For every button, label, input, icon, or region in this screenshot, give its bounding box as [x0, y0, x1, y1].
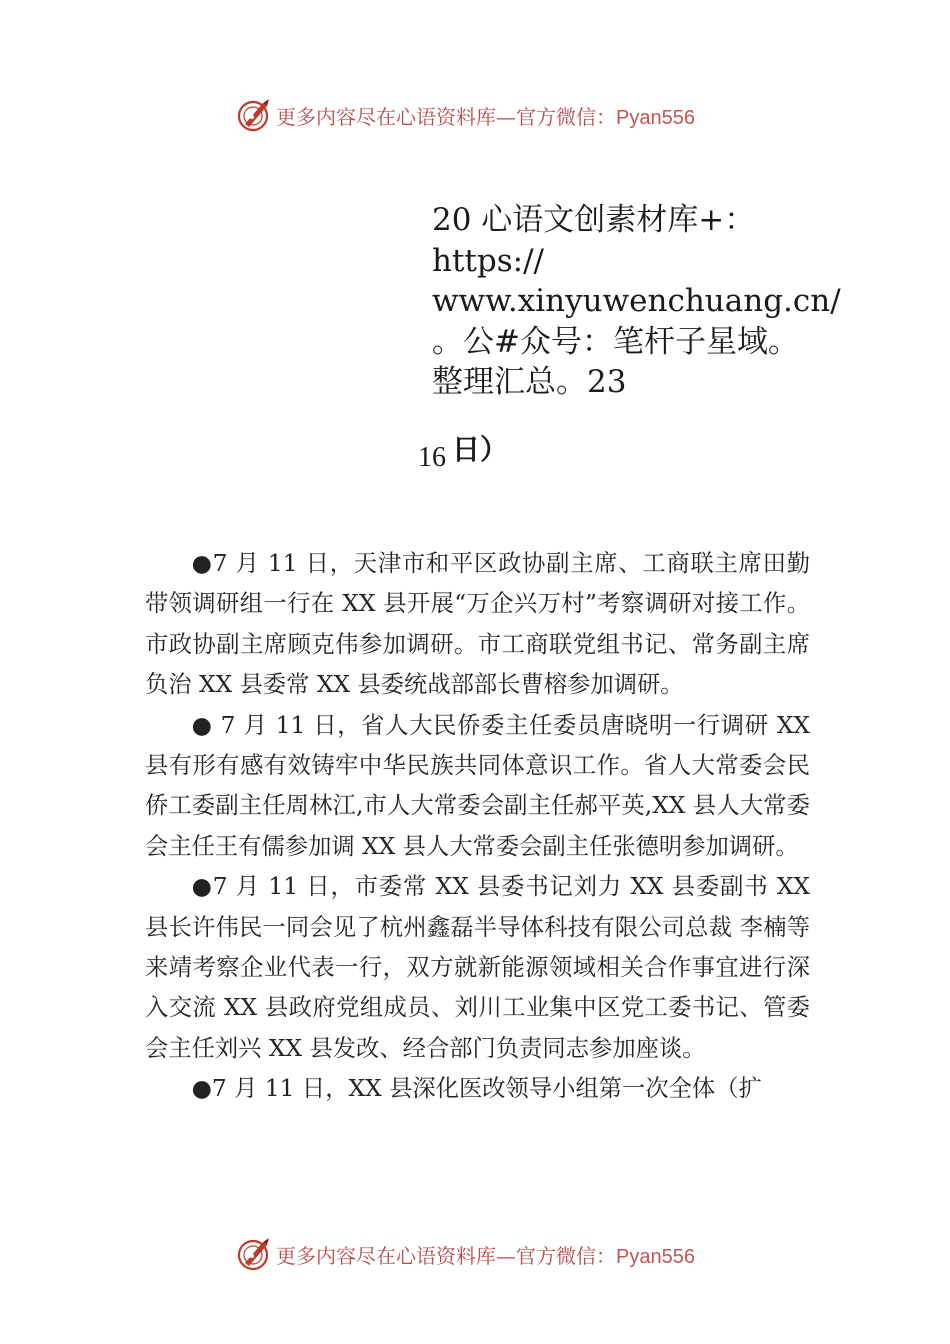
title-line: https://	[432, 242, 544, 279]
banner-wechat-label: 官方微信：	[516, 104, 616, 129]
title-line: 整理汇总。23	[432, 364, 627, 400]
pen-nib-logo-icon	[236, 1236, 272, 1272]
banner-title: 更多内容尽在心语资料库	[276, 104, 496, 129]
banner-wechat-id: Pyan556	[616, 106, 695, 129]
title-line: www.xinyuwenchuang.cn/	[432, 283, 841, 319]
title-block	[432, 200, 841, 403]
footer-banner	[236, 1234, 756, 1274]
title-line: 。公#众号：笔杆子星域。	[432, 323, 799, 360]
paragraph: ●7 月 11 日，XX 县深化医改领导小组第一次全体（扩	[191, 1075, 762, 1103]
banner-text	[276, 101, 695, 130]
paragraph: ●7 月 11 日，市委常 XX 县委书记刘力 XX 县委副书 XX 县长许伟民一同会见了杭州鑫磊半导体科技有限公司总裁 李楠等来靖考察企业代表一行，双方就新能源领域相关合作事宜进行深入交流 XX 县政府党组成员、刘川工业集中区党工委书记、管委会主任刘兴 XX 县发改、经合部门负责同志参加座谈。	[145, 873, 810, 1062]
banner-separator: —	[496, 1243, 516, 1268]
paragraph: ●7 月 11 日，天津市和平区政协副主席、工商联主席田勤带领调研组一行在 XX 县开展“万企兴万村”考察调研对接工作。市政协副主席顾克伟参加调研。市工商联党组书记、常务副主席负治 XX 县委常 XX 县委统战部部长曹榕参加调研。	[145, 550, 810, 699]
banner-separator: —	[496, 104, 516, 129]
article-body	[145, 544, 810, 1110]
banner-wechat-id: Pyan556	[616, 1245, 695, 1268]
date-suffix: 日）	[452, 433, 509, 466]
banner-wechat-label: 官方微信：	[516, 1243, 616, 1268]
title-line: 20 心语文创素材库+：	[432, 202, 756, 238]
pen-nib-logo-icon	[236, 97, 272, 133]
paragraph: ● 7 月 11 日，省人大民侨委主任委员唐晓明一行调研 XX 县有形有感有效铸牢中华民族共同体意识工作。省人大常委会民侨工委副主任周林江,市人大常委会副主任郝平英,XX 县人大常委会主任王有儒参加调 XX 县人大常委会副主任张德明参加调研。	[145, 711, 810, 860]
date-number: 16	[418, 442, 446, 473]
banner-title: 更多内容尽在心语资料库	[276, 1243, 496, 1268]
banner-text	[276, 1240, 695, 1269]
date-line	[418, 433, 509, 478]
header-banner	[236, 95, 756, 135]
